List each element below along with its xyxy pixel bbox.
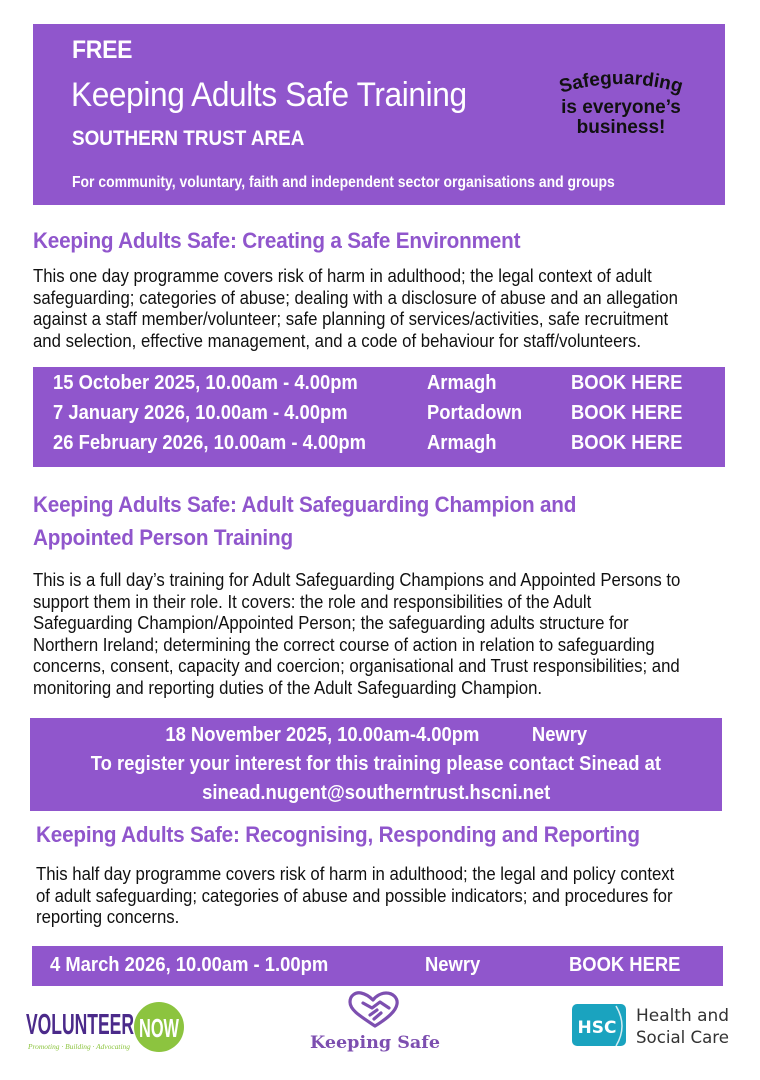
section-3-sessions (32, 946, 723, 986)
session-location: Armagh (427, 432, 497, 454)
section-1-description: This one day programme covers risk of harm in adulthood; the legal context of adult safeguarding; categories of abuse; dealing with a disclosure of abuse and an allegation against a staff member/volunteer; safe planning of services/activities, safe recruitment and selection, effective management, and a code of behaviour for staff/volunteers. (33, 266, 678, 351)
slogan-line-3: business! (576, 117, 666, 138)
header-banner (33, 24, 725, 205)
svg-text:Safeguarding (557, 68, 685, 98)
section-2-title-line-2: Appointed Person Training (33, 525, 293, 550)
section-1-sessions (33, 367, 725, 467)
session-date: 15 October 2025, 10.00am - 4.00pm (53, 372, 358, 394)
volunteer-now-word2: NOW (139, 1013, 180, 1043)
keeping-safe-label: Keeping Safe (310, 1033, 441, 1053)
register-interest-text: To register your interest for this training please contact Sinead at (90, 753, 662, 775)
session-date: 26 February 2026, 10.00am - 4.00pm (53, 432, 367, 454)
section-2-session (30, 718, 722, 811)
book-here-link[interactable]: BOOK HERE (571, 432, 683, 454)
session-row (50, 954, 710, 984)
audience-text: For community, voluntary, faith and independent sector organisations and groups (72, 174, 615, 191)
hsc-line-2: Social Care (636, 1028, 729, 1048)
volunteer-now-logo (26, 1000, 186, 1052)
free-label: FREE (72, 36, 133, 64)
volunteer-now-tagline: Promoting · Building · Advocating (27, 1042, 131, 1051)
session-date: 7 January 2026, 10.00am - 4.00pm (53, 402, 348, 424)
hsc-badge-text: HSC (577, 1018, 617, 1038)
volunteer-now-word1: VOLUNTEER (26, 1009, 135, 1041)
slogan-line-2: is everyone’s (561, 97, 681, 118)
session-location: Newry (425, 954, 481, 976)
section-3-title: Keeping Adults Safe: Recognising, Responding and Reporting (36, 822, 640, 847)
area-label: SOUTHERN TRUST AREA (72, 127, 305, 150)
book-here-link[interactable]: BOOK HERE (571, 372, 683, 394)
page-title: Keeping Adults Safe Training (71, 76, 467, 114)
section-3-description: This half day programme covers risk of harm in adulthood; the legal and policy context of adult safeguarding; categories of abuse and possible indicators; and procedures for reporting concerns. (36, 864, 675, 928)
session-row (53, 402, 713, 432)
session-date: 4 March 2026, 10.00am - 1.00pm (50, 954, 329, 976)
section-2-title-line-1: Keeping Adults Safe: Adult Safeguarding Champion and (33, 492, 577, 517)
session-date: 18 November 2025, 10.00am-4.00pm (165, 724, 480, 746)
slogan-line-1: Safeguarding (557, 68, 686, 98)
keeping-safe-logo (300, 990, 450, 1056)
slogan-arc-text (541, 68, 701, 98)
book-here-link[interactable]: BOOK HERE (569, 954, 681, 976)
hsc-logo (572, 1002, 742, 1050)
book-here-link[interactable]: BOOK HERE (571, 402, 683, 424)
session-location: Newry (531, 724, 587, 746)
session-location: Portadown (427, 402, 523, 424)
session-date-location (30, 724, 722, 747)
heart-handshake-icon (350, 993, 397, 1026)
hsc-line-1: Health and (636, 1006, 729, 1026)
session-location: Armagh (427, 372, 497, 394)
session-row (53, 432, 713, 462)
session-row (53, 372, 713, 402)
section-1-title: Keeping Adults Safe: Creating a Safe Environment (33, 228, 521, 253)
safeguarding-slogan (541, 68, 701, 138)
contact-email-link[interactable]: sinead.nugent@southerntrust.hscni.net (201, 782, 551, 804)
section-2-description: This is a full day’s training for Adult Safeguarding Champions and Appointed Persons to support them in their role. It covers: the role and responsibilities of the Adult Safeguarding Champion/Appointed Person; the safeguarding adults structure for Northern Ireland; determining the correct course of action in relation to safeguarding concerns, consent, capacity and coercion; organisational and Trust responsibilities; and monitoring and reporting duties of the Adult Safeguarding Champion. (33, 570, 681, 698)
